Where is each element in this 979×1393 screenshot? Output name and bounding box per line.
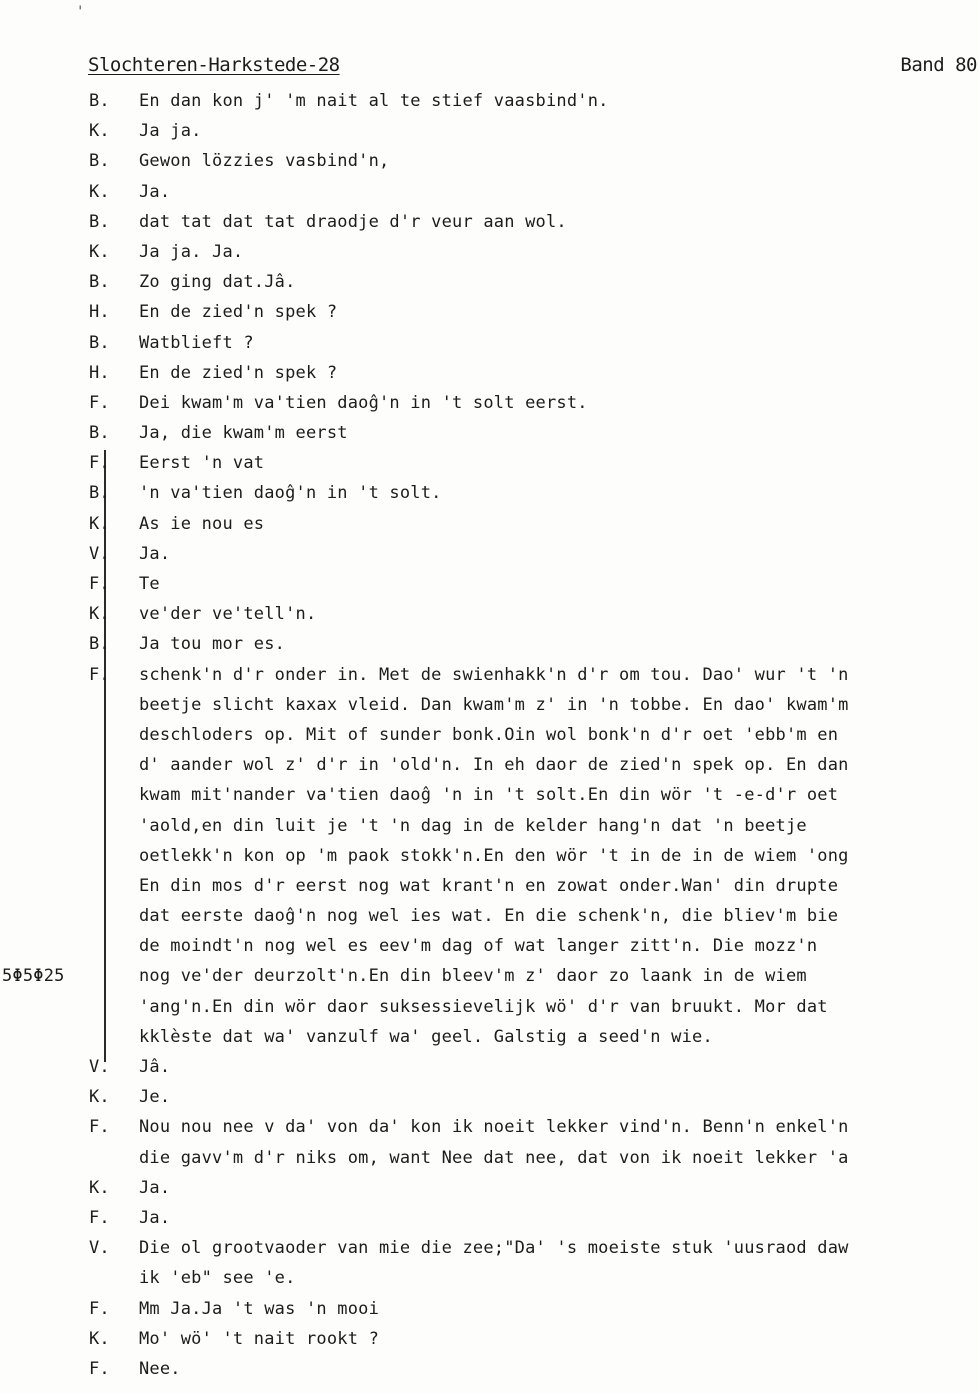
utterance-text: En dan kon j' 'm nait al te stief vaasbind'n.	[139, 91, 609, 111]
speaker-label: B.	[89, 483, 110, 504]
document-title: Slochteren-Harkstede-28	[88, 54, 340, 76]
utterance-text: Gewon lözzies vasbind'n,	[139, 151, 390, 172]
speaker-label: K.	[89, 121, 110, 142]
transcript-line	[0, 207, 979, 237]
speaker-label: V.	[89, 1057, 110, 1077]
transcript-line	[0, 539, 979, 569]
utterance-text: Ja.	[139, 1207, 171, 1228]
transcript-line	[0, 629, 979, 659]
speaker-label: K.	[89, 604, 110, 625]
utterance-text: 'n va'tien daoĝ'n in 't solt.	[139, 483, 442, 504]
utterance-text: schenk'n d'r onder in. Met de swienhakk'n d'r om tou. Dao' wur 't 'n	[139, 664, 849, 685]
utterance-text: Jâ.	[139, 1057, 171, 1077]
transcript-line	[0, 811, 979, 841]
utterance-text: Mm Ja.Ja 't was 'n mooi	[139, 1298, 380, 1319]
utterance-text: En din mos d'r eerst nog wat krant'n en zowat onder.Wan' din drupte	[139, 875, 839, 896]
utterance-text: Watblieft ?	[139, 332, 254, 353]
transcript-line	[0, 1143, 979, 1173]
utterance-text: Dei kwam'm va'tien daoĝ'n in 't solt eerst.	[139, 392, 588, 413]
speaker-label: K.	[89, 513, 110, 534]
transcript-line	[0, 1082, 979, 1112]
speaker-label: H.	[89, 362, 110, 383]
utterance-text: As ie nou es	[139, 513, 265, 534]
transcript-line	[0, 1294, 979, 1324]
utterance-text: Ja.	[139, 1177, 171, 1198]
utterance-text: beetje slicht kaxax vleid. Dan kwam'm z' in 'n tobbe. En dao' kwam'm	[139, 694, 849, 715]
transcript-line	[0, 660, 979, 690]
transcript-line	[0, 871, 979, 901]
utterance-text: de moindt'n nog wel es eev'm dag of wat langer zitt'n. Die mozz'n	[139, 936, 818, 957]
transcript-line	[0, 1203, 979, 1233]
speaker-label: B.	[89, 272, 110, 293]
transcript-line	[0, 388, 979, 418]
speaker-label: V.	[89, 543, 110, 564]
speaker-label: K.	[89, 1087, 110, 1108]
utterance-text: deschloders op. Mit of sunder bonk.Oin wol bonk'n d'r oet 'ebb'm en	[139, 724, 839, 745]
transcript-line	[0, 177, 979, 207]
utterance-text: d' aander wol z' d'r in 'old'n. In eh daor de zied'n spek op. En dan	[139, 755, 849, 776]
speaker-label: F.	[89, 1298, 110, 1319]
transcript-line	[0, 1052, 979, 1082]
speaker-label: V.	[89, 1238, 110, 1259]
transcript-line	[0, 599, 979, 629]
transcript-body	[0, 86, 979, 1384]
utterance-text: Eerst 'n vat	[139, 453, 265, 474]
transcript-line	[0, 237, 979, 267]
speaker-label: F.	[89, 574, 110, 594]
utterance-text: Ja tou mor es.	[139, 634, 286, 655]
utterance-text: kklèste dat wa' vanzulf wa' geel. Galstig a seed'n wie.	[139, 1026, 713, 1047]
transcript-line	[0, 720, 979, 750]
transcript-line	[0, 780, 979, 810]
transcript-line	[0, 509, 979, 539]
transcript-line	[0, 569, 979, 599]
utterance-text: Ja.	[139, 543, 171, 564]
speaker-label: K.	[89, 1328, 110, 1349]
transcript-line	[0, 1173, 979, 1203]
utterance-text: dat eerste daoĝ'n nog wel ies wat. En die schenk'n, die bliev'm bie	[139, 906, 839, 927]
utterance-text: oetlekk'n kon op 'm paok stokk'n.En den wör 't in de in de wiem 'ong	[139, 845, 849, 866]
utterance-text: 'ang'n.En din wör daor suksessievelijk wö' d'r van bruukt. Mor dat	[139, 996, 828, 1017]
speaker-label: F.	[89, 1117, 110, 1138]
transcript-line	[0, 478, 979, 508]
transcript-line	[0, 1233, 979, 1263]
transcript-line	[0, 86, 979, 116]
transcript-line	[0, 358, 979, 388]
transcript-line	[0, 961, 979, 991]
speaker-label: F.	[89, 453, 110, 474]
utterance-text: En de zied'n spek ?	[139, 302, 338, 323]
transcript-line	[0, 901, 979, 931]
utterance-text: Nou nou nee v da' von da' kon ik noeit lekker vind'n. Benn'n enkel'n	[139, 1117, 849, 1138]
utterance-text: En de zied'n spek ?	[139, 362, 338, 383]
transcript-line	[0, 267, 979, 297]
speaker-label: B.	[89, 91, 110, 111]
utterance-text: 'aold,en din luit je 't 'n dag in de kelder hang'n dat 'n beetje	[139, 815, 807, 836]
utterance-text: Mo' wö' 't nait rookt ?	[139, 1328, 380, 1349]
utterance-text: ve'der ve'tell'n.	[139, 604, 317, 625]
speaker-label: B.	[89, 151, 110, 172]
utterance-text: ik 'eb" see 'e.	[139, 1268, 296, 1289]
speaker-label: F.	[89, 392, 110, 413]
utterance-text: Die ol grootvaoder van mie die zee;"Da' 's moeiste stuk 'uusraod daw	[139, 1238, 849, 1259]
speaker-label: B.	[89, 634, 110, 655]
page-header	[88, 54, 979, 84]
utterance-text: Ja ja.	[139, 121, 202, 142]
transcript-line	[0, 1263, 979, 1293]
transcript-line	[0, 146, 979, 176]
utterance-text: dat tat dat tat draodje d'r veur aan wol.	[139, 211, 567, 232]
utterance-text: Te	[139, 574, 160, 594]
speaker-label: B.	[89, 332, 110, 353]
transcript-line	[0, 841, 979, 871]
speaker-label: B.	[89, 423, 110, 444]
speaker-label: F.	[89, 1358, 110, 1379]
transcript-line	[0, 690, 979, 720]
speaker-label: K.	[89, 181, 110, 202]
transcript-line	[0, 116, 979, 146]
transcript-line	[0, 1324, 979, 1354]
transcript-line	[0, 931, 979, 961]
speaker-label: F.	[89, 664, 110, 685]
margin-annotation: 5Φ5Φ25	[2, 966, 65, 987]
transcript-line	[0, 297, 979, 327]
speaker-label: H.	[89, 302, 110, 323]
utterance-text: Nee.	[139, 1358, 181, 1379]
transcript-line	[0, 1112, 979, 1142]
utterance-text: die gavv'm d'r niks om, want Nee dat nee, dat von ik noeit lekker 'a	[139, 1147, 849, 1168]
transcript-line	[0, 992, 979, 1022]
transcript-line	[0, 328, 979, 358]
transcript-line	[0, 418, 979, 448]
transcript-line	[0, 448, 979, 478]
transcript-line	[0, 1354, 979, 1384]
speaker-label: K.	[89, 1177, 110, 1198]
top-margin-mark: '	[76, 4, 85, 20]
utterance-text: Zo ging dat.Jâ.	[139, 272, 296, 293]
transcript-line	[0, 750, 979, 780]
utterance-text: kwam mit'nander va'tien daoĝ 'n in 't solt.En din wör 't -e-d'r oet	[139, 785, 839, 806]
utterance-text: Je.	[139, 1087, 171, 1108]
utterance-text: Ja.	[139, 181, 171, 202]
utterance-text: Ja, die kwam'm eerst	[139, 423, 348, 444]
utterance-text: Ja ja. Ja.	[139, 241, 244, 262]
transcript-line	[0, 1022, 979, 1052]
speaker-label: K.	[89, 241, 110, 262]
speaker-label: F.	[89, 1207, 110, 1228]
utterance-text: nog ve'der deurzolt'n.En din bleev'm z' daor zo laank in de wiem	[139, 966, 807, 987]
speaker-label: B.	[89, 211, 110, 232]
band-number: Band 80	[900, 54, 977, 76]
